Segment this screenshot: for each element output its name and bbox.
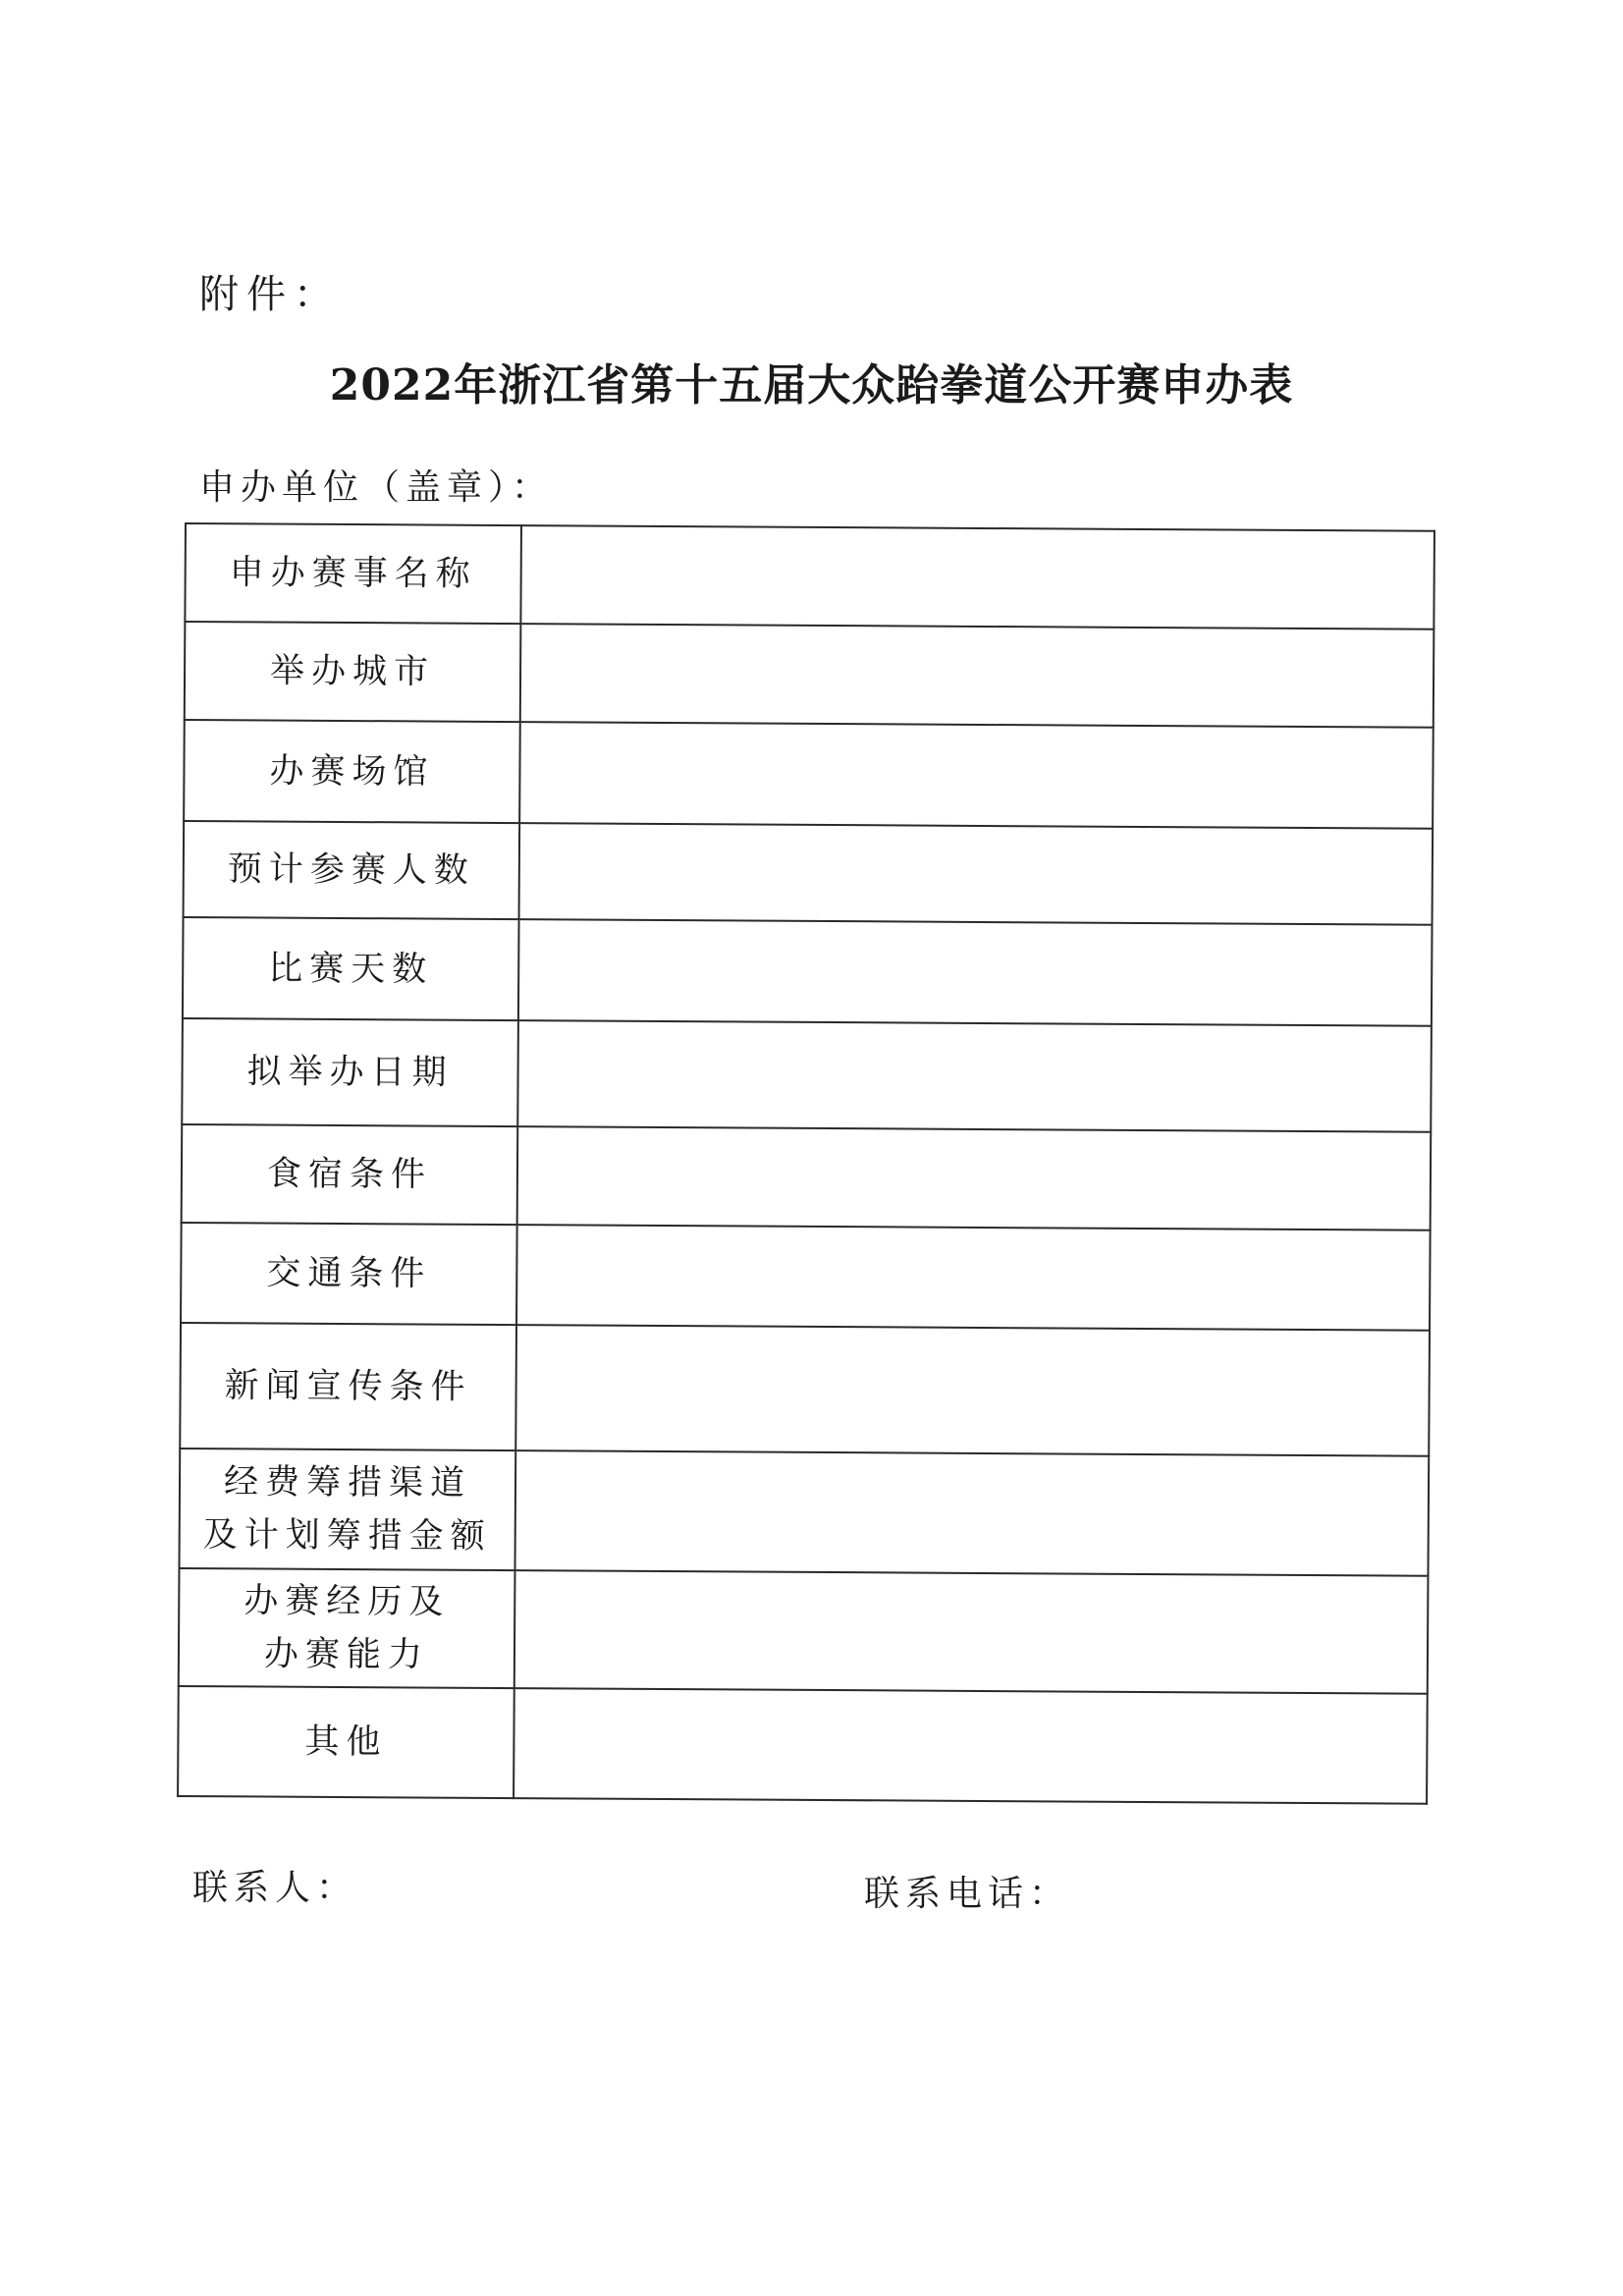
experience-field[interactable]	[514, 1570, 1429, 1694]
row-label-participants	[184, 821, 520, 919]
row-label-match-days	[183, 917, 519, 1020]
planned-date-field[interactable]	[517, 1020, 1432, 1132]
contact-person-label: 联系人：	[192, 1868, 358, 1908]
applicant-unit-label: 申办单位（盖章）：	[199, 467, 554, 508]
venue-field[interactable]	[519, 722, 1434, 829]
contact-phone-label: 联系电话：	[864, 1874, 1071, 1914]
row-label-text: 比赛天数	[268, 949, 434, 990]
table-row	[182, 1124, 1432, 1230]
transport-field[interactable]	[516, 1225, 1431, 1331]
table-row	[180, 1323, 1430, 1456]
table-row	[184, 821, 1434, 925]
table-row	[179, 1568, 1429, 1694]
row-label-text: 其他	[304, 1722, 388, 1763]
row-label-funding	[179, 1449, 515, 1570]
row-label-host-city	[185, 622, 521, 722]
table-row	[179, 1449, 1429, 1576]
row-label-text: 举办城市	[269, 651, 436, 692]
row-label-planned-date	[182, 1018, 518, 1126]
row-label-accommodation	[182, 1124, 518, 1225]
row-label-text: 预计参赛人数	[227, 849, 475, 891]
publicity-field[interactable]	[515, 1325, 1430, 1456]
participants-field[interactable]	[519, 823, 1434, 925]
accommodation-field[interactable]	[517, 1126, 1432, 1230]
row-label-event-name	[185, 523, 521, 624]
match-days-field[interactable]	[518, 919, 1433, 1026]
table-row	[183, 917, 1433, 1026]
row-label-text: 食宿条件	[266, 1154, 433, 1195]
row-label-other	[178, 1686, 514, 1798]
row-label-line: 办赛能力	[263, 1634, 430, 1675]
table-row	[178, 1686, 1428, 1804]
row-label-text: 申办赛事名称	[229, 553, 477, 594]
row-label-publicity	[180, 1323, 516, 1450]
other-field[interactable]	[514, 1688, 1428, 1804]
host-city-field[interactable]	[520, 624, 1434, 728]
event-name-field[interactable]	[520, 525, 1434, 629]
page-title: 2022年浙江省第十五届大众跆拳道公开赛申办表	[329, 360, 1294, 410]
attachment-label: 附件：	[199, 272, 341, 317]
table-row	[181, 1223, 1431, 1331]
table-row	[185, 622, 1434, 728]
row-label-line: 及计划筹措金额	[202, 1515, 492, 1557]
table-row	[185, 523, 1434, 629]
table-row	[184, 720, 1434, 829]
row-label-text: 拟举办日期	[246, 1052, 454, 1093]
row-label-line: 办赛经历及	[243, 1581, 451, 1622]
funding-field[interactable]	[514, 1450, 1429, 1576]
row-label-transport	[181, 1223, 517, 1325]
row-label-line: 经费筹措渠道	[223, 1462, 472, 1503]
row-label-text: 交通条件	[266, 1253, 432, 1294]
row-label-venue	[184, 720, 520, 823]
row-label-experience	[179, 1568, 515, 1688]
table-row	[182, 1018, 1432, 1132]
row-label-text: 办赛场馆	[269, 751, 435, 793]
application-form-table	[177, 522, 1435, 1805]
row-label-text: 新闻宣传条件	[224, 1366, 472, 1407]
